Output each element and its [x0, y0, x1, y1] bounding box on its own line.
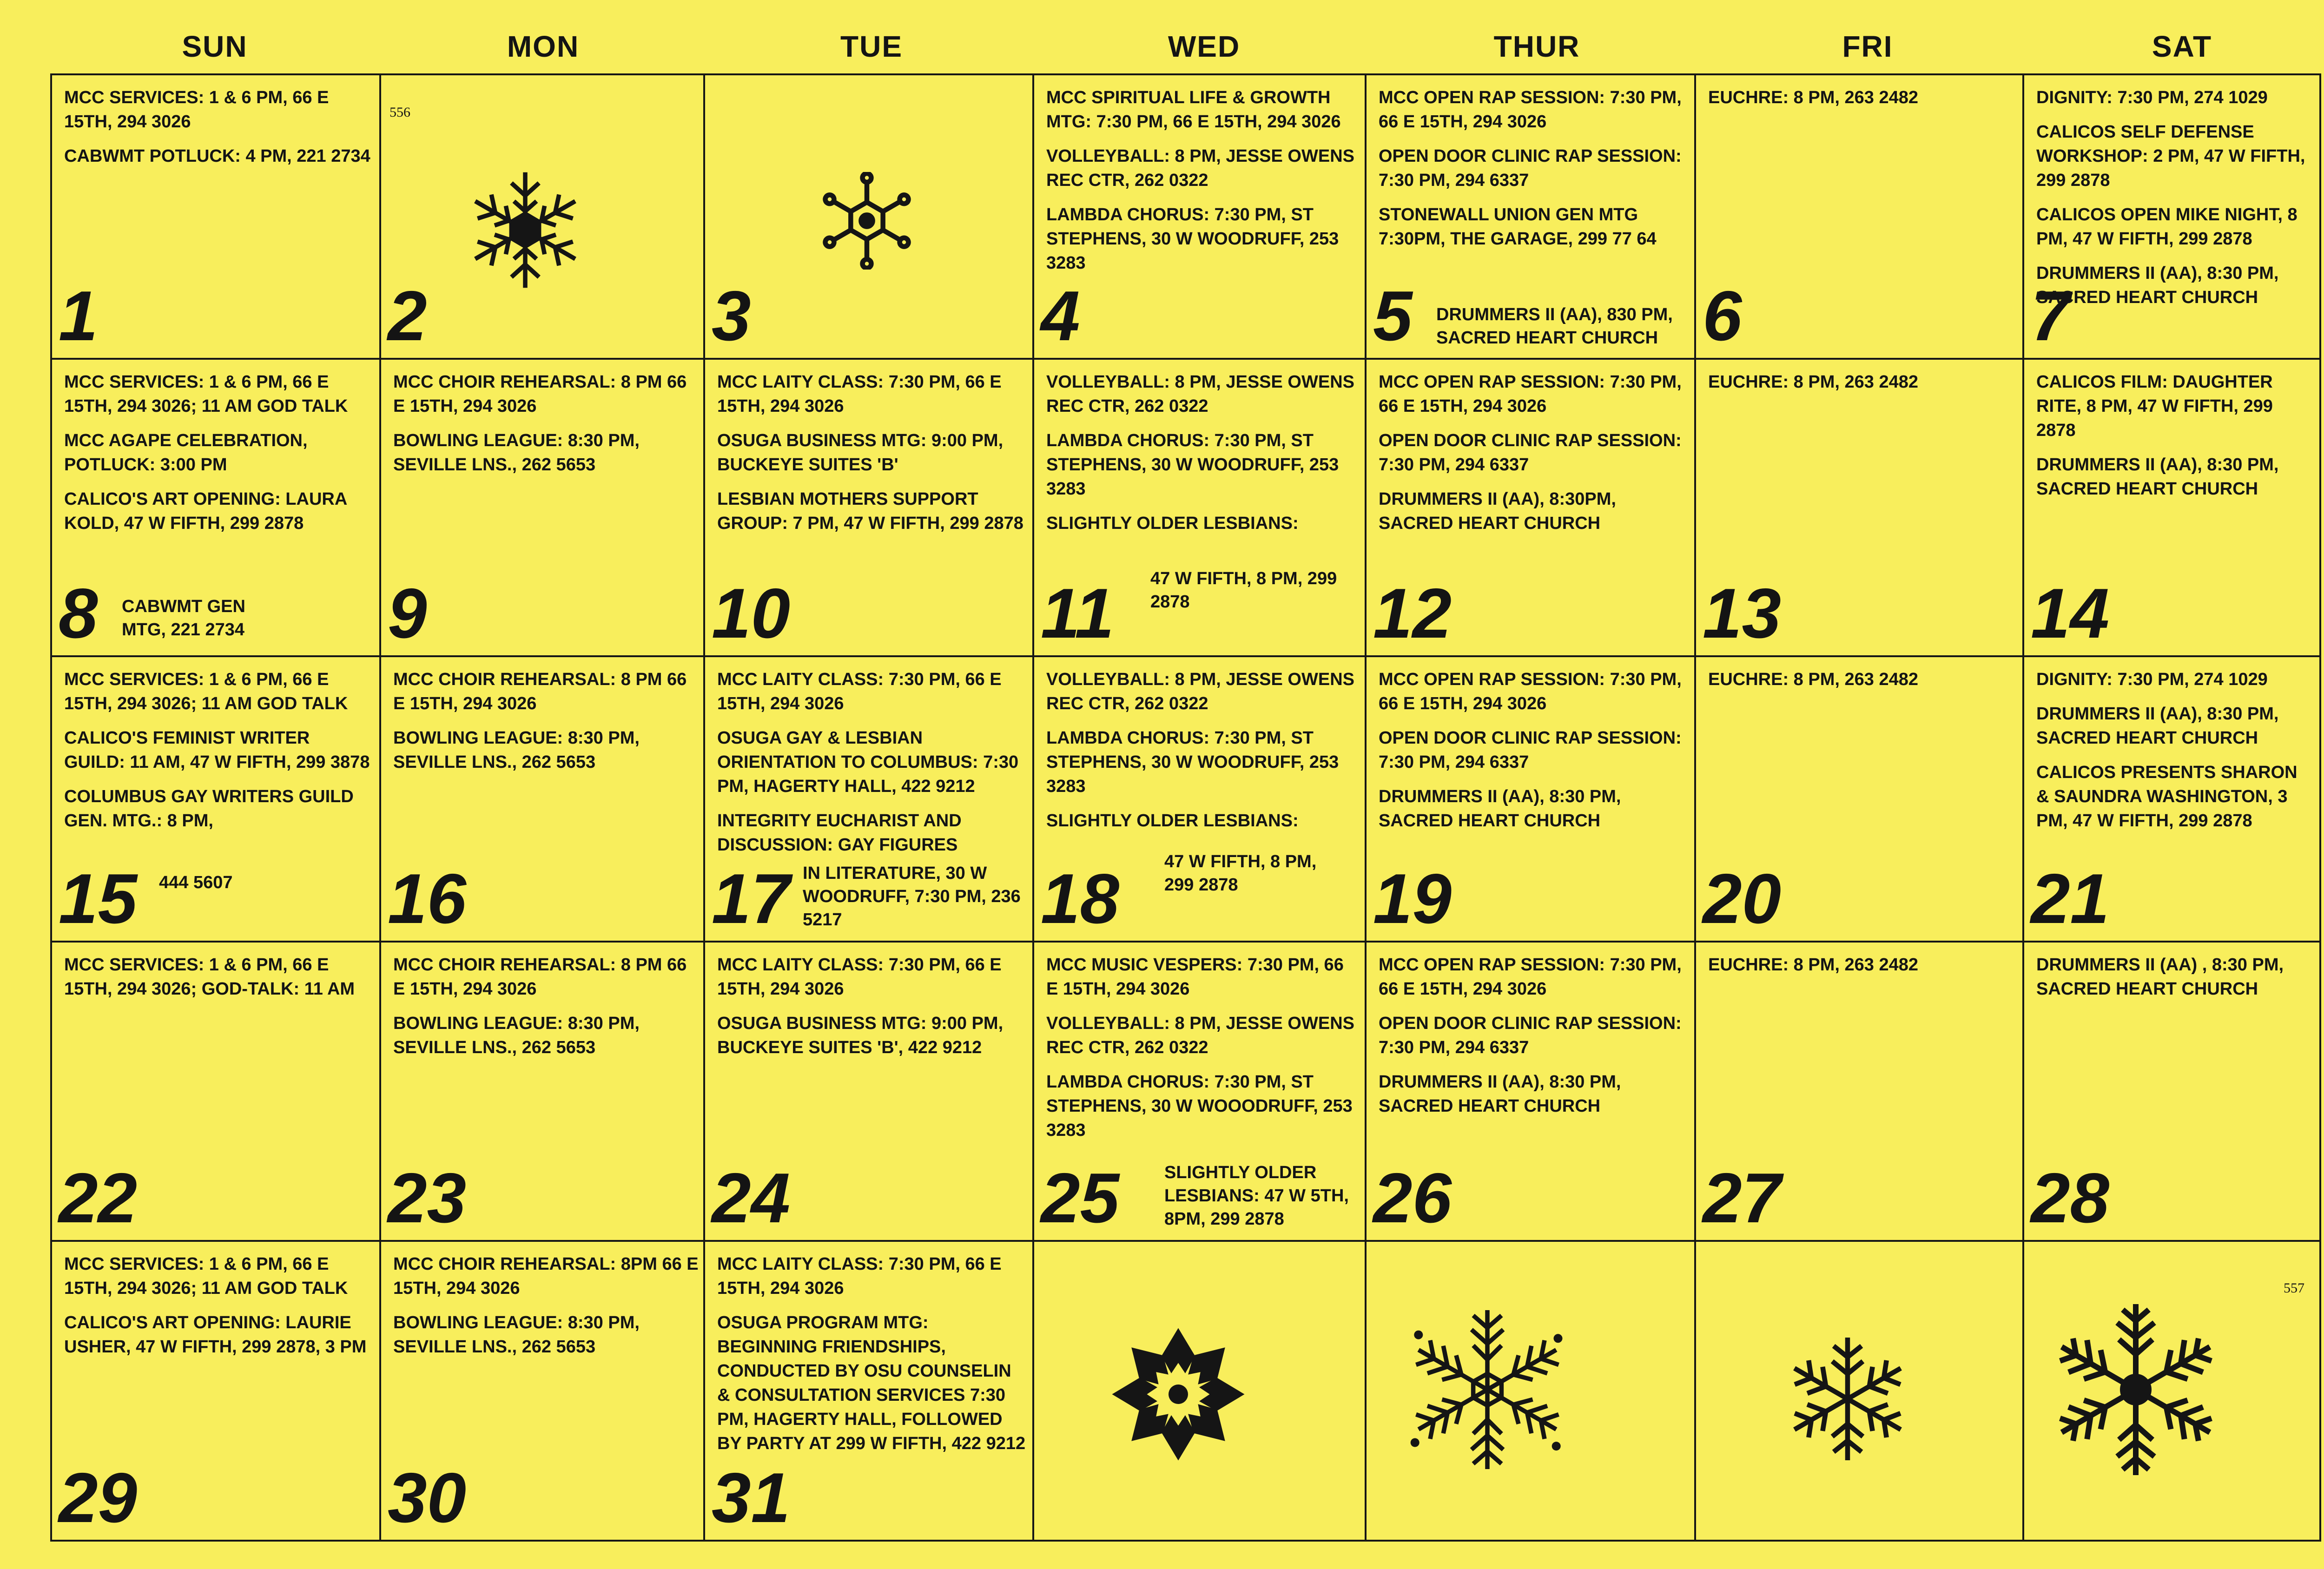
day-number: 28 [2031, 1159, 2110, 1238]
day-cell-15 [52, 657, 381, 943]
event-note: CABWMT GEN MTG, 221 2734 [122, 597, 245, 639]
event-entry: DRUMMERS II (AA), 8:30 PM, SACRED HEART CHURCH [2036, 704, 2279, 748]
event-list [1379, 667, 1690, 843]
day-header-sat: SAT [2152, 30, 2212, 63]
event-entry: MCC AGAPE CELEBRATION, POTLUCK: 3:00 PM [64, 431, 308, 475]
event-entry: OSUGA BUSINESS MTG: 9:00 PM, BUCKEYE SUITES 'B' [717, 431, 1004, 475]
event-entry: MCC SPIRITUAL LIFE & GROWTH MTG: 7:30 PM, 66 E 15TH, 294 3026 [1046, 88, 1341, 132]
day-number: 1 [59, 277, 98, 356]
event-entry: LESBIAN MOTHERS SUPPORT GROUP: 7 PM, 47 W FIFTH, 299 2878 [717, 489, 1023, 533]
event-note: 47 W FIFTH, 8 PM, 299 2878 [1150, 569, 1337, 612]
day-number: 8 [59, 574, 98, 653]
event-list [1708, 953, 2018, 987]
event-entry: MCC CHOIR REHEARSAL: 8PM 66 E 15TH, 294 3026 [393, 1254, 699, 1298]
event-entry: SLIGHTLY OLDER LESBIANS: [1046, 811, 1299, 831]
day-number: 17 [712, 859, 791, 938]
day-cell-4 [1034, 75, 1367, 360]
event-entry: MCC LAITY CLASS: 7:30 PM, 66 E 15TH, 294 3026 [717, 670, 1002, 713]
day-cell-7 [2024, 75, 2321, 360]
event-list [1379, 953, 1690, 1128]
event-list [64, 86, 375, 178]
event-list [717, 953, 1028, 1070]
day-number: 29 [59, 1458, 138, 1537]
day-number: 15 [59, 859, 138, 938]
event-entry: CALICOS SELF DEFENSE WORKSHOP: 2 PM, 47 W FIFTH, 299 2878 [2036, 122, 2305, 190]
day-cell-18 [1034, 657, 1367, 943]
event-list [393, 370, 699, 487]
event-entry: MCC LAITY CLASS: 7:30 PM, 66 E 15TH, 294 3026 [717, 372, 1002, 416]
day-number: 24 [712, 1159, 791, 1238]
event-entry: OSUGA BUSINESS MTG: 9:00 PM, BUCKEYE SUITES 'B', 422 9212 [717, 1014, 1004, 1057]
event-entry: VOLLEYBALL: 8 PM, JESSE OWENS REC CTR, 262 0322 [1046, 372, 1354, 416]
event-note: 47 W FIFTH, 8 PM, 299 2878 [1164, 852, 1317, 895]
event-entry: BOWLING LEAGUE: 8:30 PM, SEVILLE LNS., 262 5653 [393, 728, 640, 772]
day-header-fri: FRI [1842, 30, 1893, 63]
event-entry: LAMBDA CHORUS: 7:30 PM, ST STEPHENS, 30 W WOODRUFF, 253 3283 [1046, 431, 1339, 499]
event-list [717, 1252, 1028, 1466]
day-cell-20 [1696, 657, 2024, 943]
event-entry: CALICOS FILM: DAUGHTER RITE, 8 PM, 47 W FIFTH, 299 2878 [2036, 372, 2273, 440]
event-entry: MCC OPEN RAP SESSION: 7:30 PM, 66 E 15TH, 294 3026 [1379, 372, 1682, 416]
day-number: 7 [2031, 277, 2070, 356]
day-header-mon: MON [507, 30, 580, 63]
day-number: 2 [388, 277, 427, 356]
event-entry: COLUMBUS GAY WRITERS GUILD GEN. MTG.: 8 PM, [64, 787, 354, 831]
event-entry: EUCHRE: 8 PM, 263 2482 [1708, 955, 1918, 975]
day-number: 22 [59, 1159, 138, 1238]
event-list [1046, 667, 1360, 843]
event-list [1708, 370, 2018, 404]
day-cell-23 [381, 943, 705, 1242]
event-entry: MCC CHOIR REHEARSAL: 8 PM 66 E 15TH, 294 3026 [393, 372, 687, 416]
event-entry: DRUMMERS II (AA), 8:30 PM, SACRED HEART CHURCH [2036, 455, 2279, 499]
event-entry: MCC OPEN RAP SESSION: 7:30 PM, 66 E 15TH, 294 3026 [1379, 955, 1682, 999]
day-cell-9 [381, 360, 705, 657]
event-list [64, 370, 375, 546]
event-entry: DIGNITY: 7:30 PM, 274 1029 [2036, 670, 2268, 689]
event-entry: OSUGA GAY & LESBIAN ORIENTATION TO COLUMBUS: 7:30 PM, HAGERTY HALL, 422 9212 [717, 728, 1019, 796]
event-list [2036, 86, 2315, 320]
day-number: 30 [388, 1458, 467, 1537]
day-cell-28 [2024, 943, 2321, 1242]
event-entry: MCC CHOIR REHEARSAL: 8 PM 66 E 15TH, 294 3026 [393, 670, 687, 713]
event-entry: MCC OPEN RAP SESSION: 7:30 PM, 66 E 15TH, 294 3026 [1379, 88, 1682, 132]
event-entry: VOLLEYBALL: 8 PM, JESSE OWENS REC CTR, 262 0322 [1046, 1014, 1354, 1057]
event-entry: BOWLING LEAGUE: 8:30 PM, SEVILLE LNS., 262 5653 [393, 1014, 640, 1057]
day-cell-11 [1034, 360, 1367, 657]
event-entry: SLIGHTLY OLDER LESBIANS: [1046, 514, 1299, 533]
event-entry: CALICO'S FEMINIST WRITER GUILD: 11 AM, 47 W FIFTH, 299 3878 [64, 728, 370, 772]
day-number: 26 [1373, 1159, 1452, 1238]
snowflake-icon [1109, 1325, 1248, 1464]
event-entry: DRUMMERS II (AA), 8:30 PM, SACRED HEART CHURCH [2036, 264, 2279, 307]
event-entry: LAMBDA CHORUS: 7:30 PM, ST STEPHENS, 30 W WOODRUFF, 253 3283 [1046, 205, 1339, 273]
day-number: 27 [1703, 1159, 1782, 1238]
event-entry: BOWLING LEAGUE: 8:30 PM, SEVILLE LNS., 262 5653 [393, 1313, 640, 1357]
calendar-grid [50, 73, 2321, 1542]
snowflake-icon [818, 172, 916, 270]
event-entry: MCC CHOIR REHEARSAL: 8 PM 66 E 15TH, 294 3026 [393, 955, 687, 999]
event-entry: OSUGA PROGRAM MTG: BEGINNING FRIENDSHIPS, CONDUCTED BY OSU COUNSELIN & CONSULTATION SERVICES 7:30 PM, HAGERTY HALL, FOLLOWED BY PARTY AT 299 W FIFTH, 422 9212 [717, 1313, 1026, 1453]
day-cell-25 [1034, 943, 1367, 1242]
event-list [1379, 370, 1690, 546]
day-cell-19 [1367, 657, 1696, 943]
day-number: 3 [712, 277, 751, 356]
event-entry: DRUMMERS II (AA) , 8:30 PM, SACRED HEART CHURCH [2036, 955, 2284, 999]
event-entry: EUCHRE: 8 PM, 263 2482 [1708, 88, 1918, 107]
event-entry: OPEN DOOR CLINIC RAP SESSION: 7:30 PM, 294 6337 [1379, 431, 1682, 475]
event-list [393, 1252, 699, 1369]
event-note: DRUMMERS II (AA), 830 PM, SACRED HEART CHURCH [1436, 305, 1673, 348]
event-entry: CALICOS PRESENTS SHARON & SAUNDRA WASHINGTON, 3 PM, 47 W FIFTH, 299 2878 [2036, 763, 2298, 831]
day-header-tue: TUE [840, 30, 903, 63]
day-number: 21 [2031, 859, 2110, 938]
event-entry: DRUMMERS II (AA), 8:30PM, SACRED HEART CHURCH [1379, 489, 1616, 533]
day-cell-29 [52, 1242, 381, 1542]
event-list [1708, 667, 2018, 702]
day-cell-31 [705, 1242, 1034, 1542]
day-number: 14 [2031, 574, 2110, 653]
event-entry: INTEGRITY EUCHARIST AND DISCUSSION: GAY FIGURES [717, 811, 962, 855]
day-number: 11 [1041, 574, 1114, 653]
event-entry: MCC LAITY CLASS: 7:30 PM, 66 E 15TH, 294 3026 [717, 1254, 1002, 1298]
day-number: 16 [388, 859, 467, 938]
event-entry: EUCHRE: 8 PM, 263 2482 [1708, 372, 1918, 392]
event-note: IN LITERATURE, 30 W WOODRUFF, 7:30 PM, 236 5217 [803, 864, 1021, 930]
event-entry: DRUMMERS II (AA), 8:30 PM, SACRED HEART CHURCH [1379, 1072, 1621, 1116]
event-entry: LAMBDA CHORUS: 7:30 PM, ST STEPHENS, 30 W WOODRUFF, 253 3283 [1046, 728, 1339, 796]
day-number: 5 [1373, 277, 1413, 356]
event-entry: CALICO'S ART OPENING: LAURIE USHER, 47 W FIFTH, 299 2878, 3 PM [64, 1313, 367, 1357]
day-number: 23 [388, 1159, 467, 1238]
day-cell-10 [705, 360, 1034, 657]
day-number: 4 [1041, 277, 1080, 356]
day-number: 18 [1041, 859, 1120, 938]
event-list [717, 370, 1028, 546]
day-cell-12 [1367, 360, 1696, 657]
event-entry: CABWMT POTLUCK: 4 PM, 221 2734 [64, 146, 370, 166]
event-entry: VOLLEYBALL: 8 PM, JESSE OWENS REC CTR, 262 0322 [1046, 670, 1354, 713]
event-entry: MCC MUSIC VESPERS: 7:30 PM, 66 E 15TH, 294 3026 [1046, 955, 1344, 999]
event-entry: MCC SERVICES: 1 & 6 PM, 66 E 15TH, 294 3026 [64, 88, 329, 132]
event-entry: VOLLEYBALL: 8 PM, JESSE OWENS REC CTR, 262 0322 [1046, 146, 1354, 190]
event-list [1046, 953, 1360, 1153]
event-entry: BOWLING LEAGUE: 8:30 PM, SEVILLE LNS., 262 5653 [393, 431, 640, 475]
event-list [717, 667, 1028, 867]
day-cell-14 [2024, 360, 2321, 657]
event-list [2036, 667, 2315, 843]
day-number: 13 [1703, 574, 1782, 653]
day-cell-8 [52, 360, 381, 657]
event-note: SLIGHTLY OLDER LESBIANS: 47 W 5TH, 8PM, 299 2878 [1164, 1163, 1349, 1229]
day-number: 31 [712, 1458, 791, 1537]
snowflake-icon [1778, 1329, 1917, 1469]
day-cell-13 [1696, 360, 2024, 657]
page-number-left: 556 [390, 105, 410, 120]
event-list [2036, 370, 2315, 511]
event-entry: MCC SERVICES: 1 & 6 PM, 66 E 15TH, 294 3026; GOD-TALK: 11 AM [64, 955, 355, 999]
day-number: 20 [1703, 859, 1782, 938]
day-number: 6 [1703, 277, 1742, 356]
day-header-wed: WED [1168, 30, 1241, 63]
day-number: 10 [712, 574, 791, 653]
event-list [393, 667, 699, 784]
day-cell-21 [2024, 657, 2321, 943]
event-entry: DRUMMERS II (AA), 8:30 PM, SACRED HEART CHURCH [1379, 787, 1621, 831]
event-entry: MCC SERVICES: 1 & 6 PM, 66 E 15TH, 294 3026; 11 AM GOD TALK [64, 670, 348, 713]
event-entry: EUCHRE: 8 PM, 263 2482 [1708, 670, 1918, 689]
event-entry: OPEN DOOR CLINIC RAP SESSION: 7:30 PM, 294 6337 [1379, 728, 1682, 772]
event-list [64, 1252, 375, 1369]
day-cell-26 [1367, 943, 1696, 1242]
event-list [1708, 86, 2018, 120]
event-list [393, 953, 699, 1070]
event-note: 444 5607 [159, 873, 233, 892]
event-entry: DIGNITY: 7:30 PM, 274 1029 [2036, 88, 2268, 107]
event-entry: MCC SERVICES: 1 & 6 PM, 66 E 15TH, 294 3026; 11 AM GOD TALK [64, 1254, 348, 1298]
event-entry: MCC SERVICES: 1 & 6 PM, 66 E 15TH, 294 3026; 11 AM GOD TALK [64, 372, 348, 416]
event-entry: OPEN DOOR CLINIC RAP SESSION: 7:30 PM, 294 6337 [1379, 1014, 1682, 1057]
event-entry: CALICO'S ART OPENING: LAURA KOLD, 47 W FIFTH, 299 2878 [64, 489, 347, 533]
day-cell-6 [1696, 75, 2024, 360]
day-cell-27 [1696, 943, 2024, 1242]
day-cell-22 [52, 943, 381, 1242]
day-cell-16 [381, 657, 705, 943]
event-entry: CALICOS OPEN MIKE NIGHT, 8 PM, 47 W FIFTH, 299 2878 [2036, 205, 2298, 249]
day-number: 25 [1041, 1159, 1120, 1238]
event-entry: STONEWALL UNION GEN MTG 7:30PM, THE GARAGE, 299 77 64 [1379, 205, 1657, 249]
snowflake-icon [2043, 1297, 2229, 1483]
event-list [1379, 86, 1690, 261]
day-cell-24 [705, 943, 1034, 1242]
event-list [1046, 86, 1360, 285]
event-list [64, 953, 375, 1011]
day-number: 9 [388, 574, 427, 653]
day-number: 19 [1373, 859, 1452, 938]
event-entry: OPEN DOOR CLINIC RAP SESSION: 7:30 PM, 294 6337 [1379, 146, 1682, 190]
day-header-thur: THUR [1493, 30, 1580, 63]
event-entry: MCC LAITY CLASS: 7:30 PM, 66 E 15TH, 294 3026 [717, 955, 1002, 999]
day-cell-30 [381, 1242, 705, 1542]
day-number: 12 [1373, 574, 1452, 653]
day-cell-1 [52, 75, 381, 360]
snowflake-icon [1399, 1301, 1576, 1478]
event-entry: MCC OPEN RAP SESSION: 7:30 PM, 66 E 15TH, 294 3026 [1379, 670, 1682, 713]
day-header-sun: SUN [182, 30, 248, 63]
event-list [1046, 370, 1360, 546]
page-number-right: 557 [2284, 1280, 2304, 1296]
event-list [2036, 953, 2315, 1011]
snowflake-icon [462, 167, 588, 293]
event-list [64, 667, 375, 843]
day-cell-5 [1367, 75, 1696, 360]
event-entry: LAMBDA CHORUS: 7:30 PM, ST STEPHENS, 30 W WOOODRUFF, 253 3283 [1046, 1072, 1353, 1140]
day-cell-17 [705, 657, 1034, 943]
